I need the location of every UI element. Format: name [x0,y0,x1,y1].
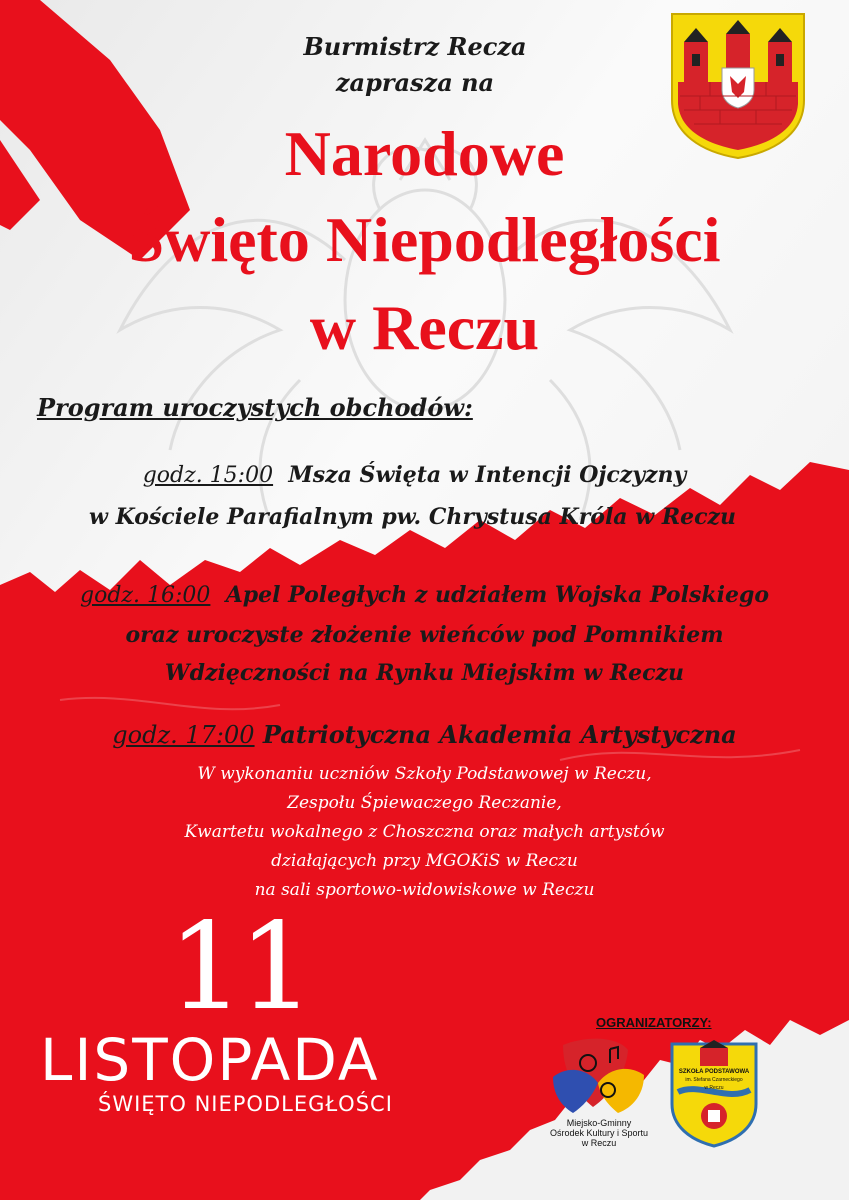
school-logo-text [672,1068,756,1092]
program-heading: Program uroczystych obchodów: [37,393,473,422]
school-logo-text-line-2: im. Stefana Czarneckiego [685,1077,743,1083]
event-3-detail-5: na sali sportowo-widowiskowe w Reczu [254,880,595,900]
event-1-line-1 [0,458,839,493]
mgokis-logo-icon [548,1035,648,1115]
event-2-title: Apel Poległych z udziałem Wojska Polskiego [225,582,769,608]
school-logo-text-line-3: w Reczu [704,1085,724,1091]
date-day: 11 [168,898,309,1037]
organizers-heading: OGRANIZATORZY: [596,1015,712,1030]
event-3-detail-4: działających przy MGOKiS w Reczu [271,851,578,871]
school-logo-text-line-1: SZKOŁA PODSTAWOWA [678,1069,750,1075]
event-1-time: godz. 15:00 [142,463,274,488]
event-3-line-1 [0,718,849,752]
holiday-name: ŚWIĘTO NIEPODLEGŁOŚCI [98,1092,393,1116]
event-3-detail-1: W wykonaniu uczniów Szkoły Podstawowej w Reczu, [197,764,652,784]
title-line-3: w Reczu [309,292,540,363]
mgokis-caption-line-3: w Reczu [581,1138,617,1148]
mgokis-caption [549,1118,649,1148]
event-2-time: godz. 16:00 [80,583,211,608]
date-month: LISTOPADA [40,1026,380,1094]
event-3-detail-2: Zespołu Śpiewaczego Reczanie, [287,793,562,813]
event-3-time: godz. 17:00 [112,721,255,749]
school-logo-icon [668,1040,760,1148]
mgokis-caption-line-2: Ośrodek Kultury i Sportu [549,1128,649,1138]
event-3-detail-3: Kwartetu wokalnego z Choszczna oraz małych artystów [184,822,665,842]
title-line-2: Święto Niepodległości [128,204,721,275]
event-2-line-1 [0,578,849,613]
event-1-line-2: w Kościele Parafialnym pw. Chrystusa Króla w Reczu [88,504,736,530]
invite-text: zaprasza na [335,68,495,97]
event-3-title: Patriotyczna Akademia Artystyczna [262,720,737,749]
mgokis-caption-line-1: Miejsko-Gminny [566,1118,632,1128]
event-1-title: Msza Święta w Intencji Ojczyzny [288,462,687,488]
event-2-line-3: Wdzięczności na Rynku Miejskim w Reczu [164,660,685,686]
inviter-text: Burmistrz Recza [303,32,527,61]
title-line-1: Narodowe [284,118,565,189]
event-2-line-2: oraz uroczyste złożenie wieńców pod Pomnikiem [125,622,724,648]
